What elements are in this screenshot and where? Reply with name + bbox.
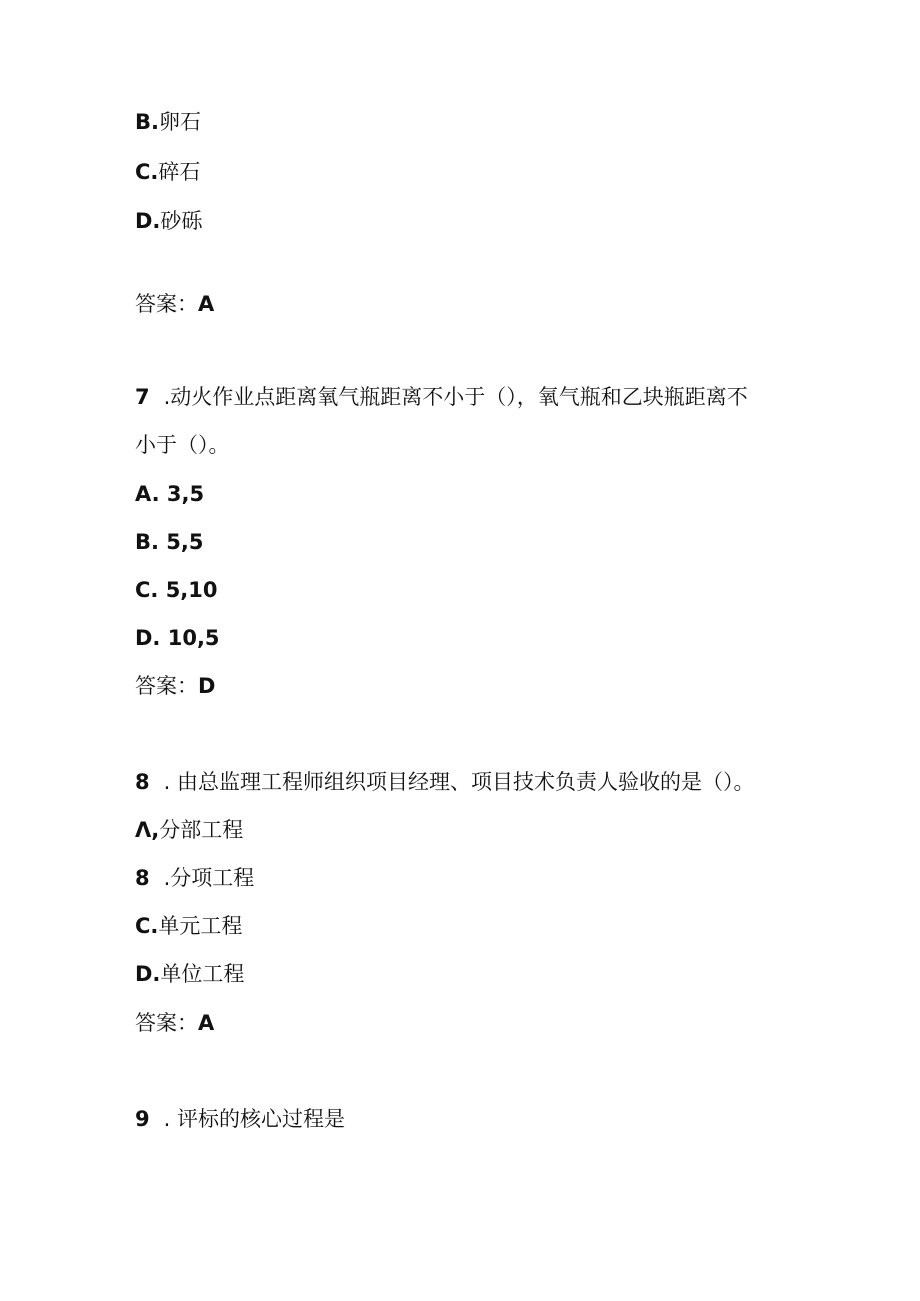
q6-option-b [135, 108, 201, 136]
question-text: . 评标的核心过程是 [163, 1107, 345, 1131]
answer-label: 答案： [135, 1011, 198, 1035]
answer-value: A [198, 292, 215, 316]
option-text: 分部工程 [159, 818, 244, 842]
option-text: 砂砾 [160, 209, 203, 233]
q8-question [135, 768, 754, 796]
option-letter: C. [135, 914, 159, 938]
answer-label: 答案： [135, 292, 198, 316]
q7-question-line2 [135, 431, 230, 459]
question-number: 7 [135, 385, 150, 409]
q8-option-d [135, 960, 244, 988]
answer-label: 答案： [135, 674, 198, 698]
option-letter: D. [135, 209, 161, 233]
option-text: 单元工程 [158, 914, 243, 938]
q6-option-c [135, 158, 200, 186]
q7-option-d: D. 10,5 [135, 626, 220, 650]
question-text: 小于（）。 [135, 433, 230, 457]
answer-value: D [198, 674, 216, 698]
option-letter: C. [135, 160, 159, 184]
option-letter: Λ, [135, 818, 160, 842]
question-text: . 由总监理工程师组织项目经理、项目技术负责人验收的是（）。 [163, 770, 755, 794]
option-letter: 8 [135, 866, 150, 890]
q8-option-b [135, 864, 254, 892]
option-text: 单位工程 [160, 962, 245, 986]
q7-option-b: B. 5,5 [135, 530, 204, 554]
q6-answer [135, 290, 214, 318]
question-text: .动火作业点距离氧气瓶距离不小于（），氧气瓶和乙块瓶距离不 [163, 385, 748, 409]
q7-answer [135, 672, 215, 700]
q7-question-line1 [135, 383, 748, 411]
q8-answer [135, 1009, 214, 1037]
option-text: 卵石 [158, 110, 201, 134]
q8-option-a [135, 816, 243, 844]
option-text: 碎石 [158, 160, 201, 184]
option-letter: D. [135, 962, 161, 986]
question-number: 8 [135, 770, 150, 794]
q7-option-c: C. 5,10 [135, 578, 218, 602]
option-letter: B. [135, 110, 159, 134]
question-number: 9 [135, 1107, 150, 1131]
q9-question [135, 1105, 345, 1133]
answer-value: A [198, 1011, 215, 1035]
option-text: .分项工程 [163, 866, 255, 890]
q8-option-c [135, 912, 242, 940]
q6-option-d [135, 207, 202, 235]
q7-option-a: A. 3,5 [135, 482, 205, 506]
